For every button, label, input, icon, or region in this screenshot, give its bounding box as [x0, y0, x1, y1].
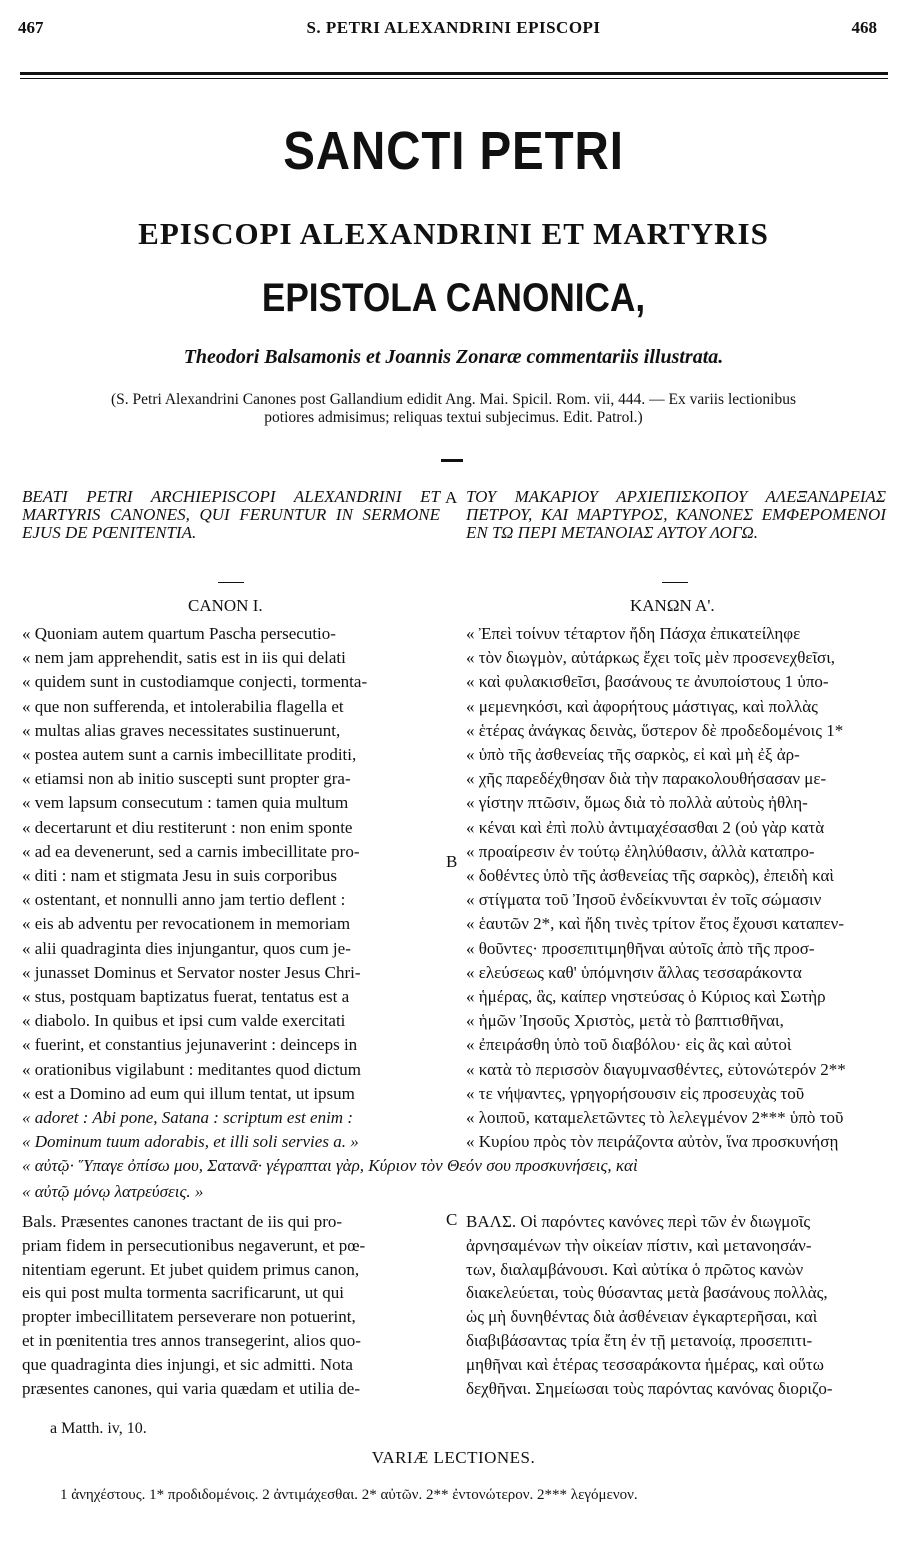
- text-line: eis qui post multa tormenta sacrificarunt, ut qui: [22, 1283, 344, 1303]
- text-line: « eis ab adventu per revocationem in memoriam: [22, 914, 351, 934]
- greek-canon-text: [466, 622, 888, 1154]
- text-line: « ἡμῶν Ἰησοῦς Χριστὸς, μετὰ τὸ βαπτισθῆναι,: [466, 1011, 784, 1031]
- text-line: « Dominum tuum adorabis, et illi soli servies a. »: [22, 1132, 359, 1152]
- title-third: EPISTOLA CANONICA,: [261, 276, 646, 320]
- greek-heading: ΤΟΥ ΜΑΚΑΡΙΟΥ ΑΡΧΙΕΠΙΣΚΟΠΟΥ ΑΛΕΞΑΝΔΡΕΙΑΣ ΠΕΤΡΟΥ, ΚΑΙ ΜΑΡΤΥΡΟΣ, ΚΑΝΟΝΕΣ ΕΜΦΕΡΟΜΕΝΟΙ ΕΝ ΤΩ ΠΕΡΙ ΜΕΤΑΝΟΙΑΣ ΑΥΤΟΥ ΛΟΓΩ.: [466, 487, 886, 542]
- text-line: « diabolo. In quibus et ipsi cum valde exercitati: [22, 1011, 346, 1031]
- title-main: SANCTI PETRI: [283, 121, 624, 181]
- text-line: Bals. Præsentes canones tractant de iis qui pro-: [22, 1212, 343, 1231]
- greek-commentary: [466, 1210, 888, 1400]
- text-line: præsentes canones, qui varia quædam et utilia de-: [22, 1378, 361, 1398]
- latin-dash: [218, 582, 244, 583]
- page-header: [0, 18, 907, 48]
- greek-canon-title: ΚΑΝΩΝ Α'.: [630, 596, 715, 615]
- latin-commentary: [22, 1210, 442, 1400]
- text-line: ὡς μὴ δυνηθέντας διὰ ἀσθένειαν ἐγκαρτερῆσαι, καὶ: [466, 1307, 818, 1327]
- spanning-greek-last: « αὐτῷ μόνῳ λατρεύσεις. »: [22, 1182, 204, 1201]
- text-line: « ελεύσεως καθ' ὑπόμνησιν ἄλλας τεσσαράκοντα: [466, 962, 802, 982]
- text-line: « ἡμέρας, ἃς, καίπερ νηστεύσας ὁ Κύριος καὶ Σωτὴρ: [466, 987, 826, 1007]
- text-line: « Quoniam autem quartum Pascha persecutio-: [22, 624, 336, 643]
- text-line: « Ἐπεὶ τοίνυν τέταρτον ἤδη Πάσχα ἐπικατείληφε: [466, 624, 801, 643]
- latin-heading: BEATI PETRI ARCHIEPISCOPI ALEXANDRINI ET MARTYRIS CANONES, QUI FERUNTUR IN SERMONE EJUS DE PŒNITENTIA.: [22, 487, 440, 542]
- text-line: « fuerint, et constantius jejunaverint : deinceps in: [22, 1035, 358, 1055]
- header-rule: [20, 72, 888, 75]
- text-line: « junasset Dominus et Servator noster Jesus Chri-: [22, 962, 361, 982]
- variae-readings: 1 ἀνηχέστους. 1* προδιδομένοις. 2 ἀντιμάχεσθαι. 2* αὐτῶν. 2** ἐντονώτερον. 2*** λεγόμενον.: [60, 1487, 638, 1503]
- text-line: « adoret : Abi pone, Satana : scriptum est enim :: [22, 1108, 353, 1128]
- text-line: « etiamsi non ab initio suscepti sunt propter gra-: [22, 769, 351, 789]
- margin-marker-a: A: [445, 488, 458, 507]
- text-line: « δοθέντες ὑπὸ τῆς ἀσθενείας τῆς σαρκὸς), ἐπειδὴ καὶ: [466, 866, 834, 886]
- text-line: priam fidem in persecutionibus negaverunt, et pœ-: [22, 1235, 366, 1255]
- text-line: « ad ea devenerunt, sed a carnis imbecillitate pro-: [22, 841, 360, 861]
- text-line: ΒΑΛΣ. Οἱ παρόντες κανόνες περὶ τῶν ἐν διωγμοῖς: [466, 1212, 811, 1231]
- text-line: « κατὰ τὸ περισσὸν διαγυμνασθέντες, εὐτονώτερόν 2**: [466, 1059, 846, 1079]
- text-line: « postea autem sunt a carnis imbecillitate proditi,: [22, 745, 357, 765]
- text-line: « γίστην πτῶσιν, ὅμως διὰ τὸ πολλὰ αὐτοὺς ἠθλη-: [466, 793, 808, 813]
- variae-heading: VARIÆ LECTIONES.: [371, 1448, 536, 1467]
- text-line: « μεμενηκόσι, καὶ ἀφορήτους μάστιγας, καὶ πολλὰς: [466, 696, 818, 716]
- title-second: EPISCOPI ALEXANDRINI ET MARTYRIS: [138, 216, 769, 251]
- page-number-left: 467: [18, 18, 44, 37]
- text-line: « ὑπὸ τῆς ἀσθενείας τῆς σαρκὸς, εἰ καὶ μὴ ἐξ ἀρ-: [466, 745, 800, 765]
- page-number-right: 468: [851, 18, 877, 37]
- footnote: a Matth. iv, 10.: [50, 1420, 147, 1437]
- latin-canon-title: CANON I.: [188, 596, 263, 615]
- subtitle: Theodori Balsamonis et Joannis Zonaræ commentariis illustrata.: [183, 346, 724, 368]
- text-line: « θοῦντες· προσεπιτιμηθῆναι αὐτοῖς ἀπὸ τῆς προσ-: [466, 938, 815, 958]
- text-line: διαβιβάσαντας τρία ἔτη ἐν τῇ μετανοίᾳ, προσεπιτι-: [466, 1330, 813, 1350]
- text-line: « τὸν διωγμὸν, αὐτάρκως ἔχει τοῖς μὲν προσενεχθεῖσι,: [466, 648, 836, 668]
- text-line: « alii quadraginta dies injungantur, quos cum je-: [22, 938, 351, 958]
- text-line: « Κυρίου πρὸς τὸν πειράζοντα αὐτὸν, ἵνα προσκυνήσῃ: [466, 1132, 839, 1152]
- text-line: « nem jam apprehendit, satis est in iis qui delati: [22, 648, 346, 668]
- text-line: « ostentant, et nonnulli anno jam tertio deflent :: [22, 890, 346, 910]
- text-line: « ἑαυτῶν 2*, καὶ ἤδη τινὲς τρίτον ἔτος ἔχουσι καταπεν-: [466, 914, 845, 934]
- text-line: que quadraginta dies injungi, et sic admitti. Nota: [22, 1354, 353, 1374]
- text-line: « προαίρεσιν ἐν τούτῳ ἐληλύθασιν, ἀλλὰ καταπρο-: [466, 841, 815, 861]
- text-line: « est a Domino ad eum qui illum tentat, ut ipsum: [22, 1083, 355, 1103]
- spanning-greek-line: « αὐτῷ· Ὕπαγε ὀπίσω μου, Σατανᾶ· γέγραπται γὰρ, Κύριον τὸν Θεόν σου προσκυνήσεις, καὶ: [22, 1156, 638, 1175]
- text-line: « multas alias graves necessitates sustinuerunt,: [22, 720, 341, 740]
- text-line: propter imbecillitatem perseverare non potuerint,: [22, 1307, 356, 1327]
- editorial-note-line2: potiores admisimus; reliquas textui subjecimus. Edit. Patrol.): [264, 409, 643, 426]
- text-line: nitentiam egerunt. Et jubet quidem primus canon,: [22, 1259, 360, 1279]
- text-line: « στίγματα τοῦ Ἰησοῦ ἐνδείκνυνται ἐν τοῖς σώμασιν: [466, 890, 822, 910]
- text-line: « vem lapsum consecutum : tamen quia multum: [22, 793, 349, 813]
- text-line: των, διαλαμβάνουσι. Καὶ αὐτίκα ὁ πρῶτος κανὼν: [466, 1259, 804, 1279]
- text-line: « καὶ φυλακισθεῖσι, βασάνους τε ἀνυποίστους 1 ὑπο-: [466, 672, 829, 692]
- text-line: « χῆς παρεδέχθησαν διὰ τὴν παρακολουθήσασαν με-: [466, 769, 827, 789]
- text-line: « decertarunt et diu restiterunt : non enim sponte: [22, 817, 353, 837]
- text-line: « λοιποῦ, καταμελετῶντες τὸ λελεγμένον 2*** ὑπὸ τοῦ: [466, 1108, 844, 1128]
- text-line: « orationibus vigilabunt : meditantes quod dictum: [22, 1059, 362, 1079]
- latin-canon-text: [22, 622, 442, 1154]
- text-line: « κέναι καὶ ἐπὶ πολὺ ἀντιμαχέσασθαι 2 (οὐ γὰρ κατὰ: [466, 817, 825, 837]
- text-line: δεχθῆναι. Σημείωσαι τοὺς παρόντας κανόνας διοριζο-: [466, 1378, 833, 1398]
- text-line: « ἐπειράσθη ὑπὸ τοῦ διαβόλου· εἰς ἃς καὶ αὐτοὶ: [466, 1035, 792, 1055]
- running-title: S. PETRI ALEXANDRINI EPISCOPI: [306, 18, 601, 37]
- text-line: « stus, postquam baptizatus fuerat, tentatus est a: [22, 987, 350, 1007]
- section-dash: [441, 459, 463, 462]
- text-line: « quidem sunt in custodiamque conjecti, tormenta-: [22, 672, 368, 692]
- text-line: ἀρνησαμένων τὴν οἰκείαν πίστιν, καὶ μετανοησάν-: [466, 1235, 812, 1255]
- editorial-note-line1: (S. Petri Alexandrini Canones post Gallandium edidit Ang. Mai. Spicil. Rom. vii, 444. — Ex variis lectionibus: [111, 391, 796, 408]
- greek-dash: [662, 582, 688, 583]
- text-line: « τε νήψαντες, γρηγορήσουσιν εἰς προσευχὰς τοῦ: [466, 1083, 805, 1103]
- text-line: « diti : nam et stigmata Jesu in suis corporibus: [22, 866, 337, 886]
- margin-marker-c: C: [446, 1210, 458, 1229]
- text-line: διακελεύεται, τοὺς θύσαντας μετὰ βασάνους πολλὰς,: [466, 1283, 828, 1303]
- header-rule-thin: [20, 78, 888, 79]
- text-line: « que non sufferenda, et intolerabilia flagella et: [22, 696, 344, 716]
- text-line: et in pœnitentia tres annos transegerint, alios quo-: [22, 1330, 361, 1350]
- margin-marker-b: B: [446, 852, 458, 871]
- text-line: μηθῆναι καὶ ἑτέρας τεσσαράκοντα ἡμέρας, καὶ οὕτω: [466, 1354, 824, 1374]
- text-line: « ἑτέρας ἀνάγκας δεινὰς, ὕστερον δὲ προδεδομένοις 1*: [466, 720, 844, 740]
- editorial-note: [0, 391, 907, 427]
